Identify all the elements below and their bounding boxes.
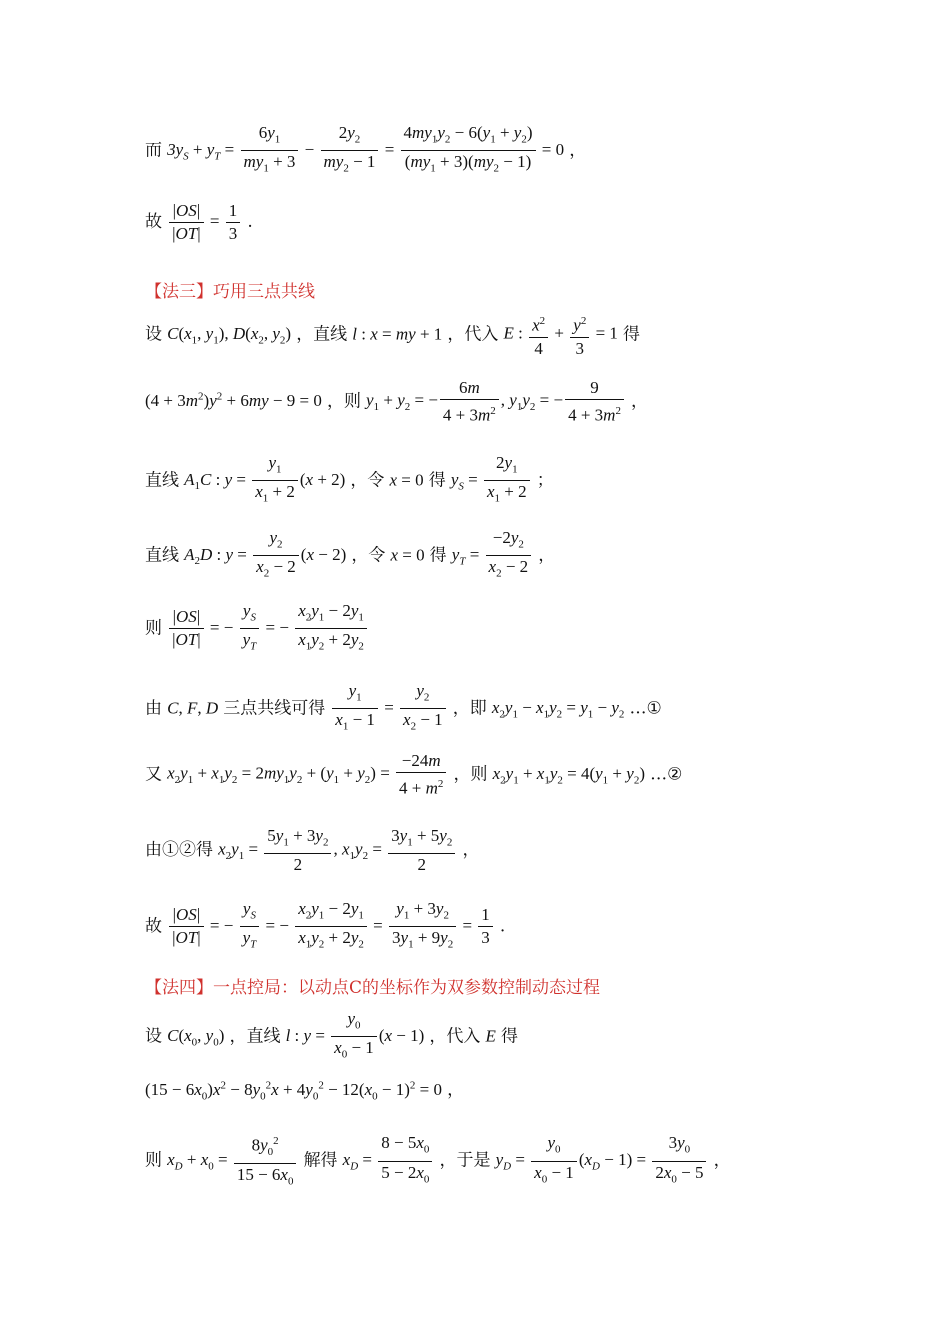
line-8-tail: …①: [629, 698, 662, 719]
heading-method-4: [145, 973, 890, 998]
line-3: [145, 310, 890, 360]
line-4-math-2: $y_1 + y_2$ = − $\frac{6m}{4 + 3m^2}$ , $y_1y_2$ = − $\frac{9}{4 + 3m^2}$: [366, 377, 626, 427]
line-2-tail: .: [247, 212, 253, 232]
line-12-lead: 设: [145, 1026, 162, 1047]
line-14: [145, 1130, 890, 1192]
line-8-lead: 由: [145, 698, 162, 719]
line-2: [145, 200, 890, 245]
line-9-mid-1: ，则: [453, 764, 488, 785]
line-8-math-2: $\frac{y_1}{x_1 - 1}$ = $\frac{y_2}{x_2 - 1}$: [330, 680, 447, 738]
line-3-math-2: l : x = my + 1: [352, 324, 443, 344]
line-13-math: $(15 - 6x_0)x^2 - 8y_0^2x + 4y_0^2 - 12(x_0 - 1)^2 = 0$: [145, 1079, 442, 1103]
line-10-math: $x_2y_1$ = $\frac{5y_1 + 3y_2}{2}$ , $x_1y_2$ = $\frac{3y_1 + 5y_2}{2}$: [218, 825, 457, 876]
line-5-math-3: $y_S$ = $\frac{2y_1}{x_1 + 2}$: [451, 452, 532, 510]
line-14-math-3: $y_D$ = $\frac{y_0}{x_0 - 1}$ $(x_D - 1)$ = $\frac{3y_0}{2x_0 - 5}$: [496, 1132, 709, 1190]
line-11-tail: .: [499, 916, 506, 937]
line-1-math: $3y_S + y_T$ = $\frac{6y_1}{my_1 + 3}$ − $\frac{2y_2}{my_2 - 1}$ = $\frac{4my_1y_2 - 6(y_1 + y_2)}{(my_1 + 3)(my_2 - 1)}$ = 0: [167, 123, 565, 175]
line-10-lead: 由①②得: [145, 840, 213, 861]
line-14-lead: 则: [145, 1150, 162, 1171]
line-14-math-1: $x_D + x_0$ = $\frac{8y_0^2}{15 - 6x_0}$: [167, 1130, 298, 1192]
line-5-tail: ；: [536, 470, 554, 491]
line-14-mid-2: ，于是: [439, 1150, 491, 1171]
line-11-math: $\frac{|OS|}{|OT|}$ = − $\frac{y_S}{y_T}$ = − $\frac{x_2y_1 - 2y_1}{x_1y_2 + 2y_2}$ = $\frac{y_1 + 3y_2}{3y_1 + 9y_2}$ = $\frac{1}{3}$: [167, 898, 495, 956]
line-12-math-3: E: [485, 1026, 496, 1046]
line-14-math-2: $x_D$ = $\frac{8 - 5x_0}{5 - 2x_0}$: [343, 1132, 435, 1190]
line-12-mid-1: ，直线: [229, 1026, 281, 1047]
line-11-lead: 故: [145, 916, 162, 937]
line-6-math-2: x = 0: [390, 545, 425, 565]
line-13: [145, 1075, 890, 1102]
line-6: [145, 527, 890, 585]
line-9-math-1: $x_2y_1 + x_1y_2 = 2my_1y_2 + (y_1 + y_2)$ = $\frac{-24m}{4 + m^2}$: [167, 750, 448, 800]
heading-method-3-text: 【法三】巧用三点共线: [145, 282, 315, 302]
line-12-mid-2: ，代入: [429, 1026, 481, 1047]
line-9: [145, 750, 890, 800]
line-3-lead: 设: [145, 324, 162, 345]
line-10: [145, 825, 890, 876]
line-3-mid-2: ，代入: [447, 324, 499, 345]
line-11: [145, 898, 890, 956]
line-12-math-1: $C(x_0$, $y_0$): [167, 1026, 225, 1049]
line-3-math-3: E : $\frac{x^2}{4}$ + $\frac{y^2}{3}$ = 1: [504, 310, 618, 360]
line-4: [145, 377, 890, 427]
line-13-tail: ，: [447, 1080, 465, 1100]
line-6-lead: 直线: [145, 545, 179, 566]
line-7-math: $\frac{|OS|}{|OT|}$ = − $\frac{y_S}{y_T}$ = − $\frac{x_2y_1 - 2y_1}{x_1y_2 + 2y_2}$: [167, 600, 369, 658]
line-8-mid-1: 三点共线可得: [223, 698, 326, 719]
line-3-math-1: $C(x_1$, $y_1$), $D(x_2$, $y_2$): [167, 324, 292, 347]
line-6-tail: ，: [538, 545, 556, 566]
line-8-math-1: C, F, D: [167, 698, 219, 718]
line-1-tail: ，: [569, 140, 587, 161]
line-14-tail: ，: [713, 1150, 731, 1171]
line-5-mid-2: 得: [428, 470, 446, 491]
line-6-mid-1: ，令: [351, 545, 386, 566]
line-4-mid-1: ，则: [326, 391, 361, 412]
line-9-math-2: $x_2y_1 + x_1y_2 = 4(y_1 + y_2)$: [492, 764, 645, 787]
line-5-mid-1: ，令: [350, 470, 385, 491]
line-2-math: $\frac{|OS|}{|OT|}$ = $\frac{1}{3}$: [167, 200, 242, 245]
line-2-lead: 故: [145, 212, 162, 232]
line-5: [145, 452, 890, 510]
line-6-mid-2: 得: [429, 545, 447, 566]
line-7-lead: 则: [145, 618, 162, 639]
line-6-math-3: $y_T$ = $\frac{-2y_2}{x_2 - 2}$: [452, 527, 533, 585]
line-12-math-2: l : y = $\frac{y_0}{x_0 - 1}$ (x − 1): [285, 1009, 425, 1061]
line-14-mid-1: 解得: [303, 1150, 338, 1171]
line-7: [145, 600, 890, 658]
line-12-tail: 得: [500, 1026, 518, 1047]
line-5-lead: 直线: [145, 470, 179, 491]
line-8-mid-2: ，即: [452, 698, 487, 719]
line-9-lead: 又: [145, 764, 162, 785]
line-6-math-1: $A_2D$ : y = $\frac{y_2}{x_2 - 2}$ (x − 2): [184, 528, 347, 580]
heading-method-4-text: 【法四】一点控局：以动点C的坐标作为双参数控制动态过程: [145, 978, 601, 998]
line-5-math-1: $A_1C$ : y = $\frac{y_1}{x_1 + 2}$ (x + 2): [184, 453, 346, 505]
line-12: [145, 1008, 890, 1066]
line-4-math-1: $(4 + 3m^2)y^2 + 6my - 9 = 0$: [145, 390, 322, 411]
line-1: [145, 122, 890, 180]
heading-method-3: [145, 277, 890, 302]
line-3-mid-1: ，直线: [296, 324, 348, 345]
line-5-math-2: x = 0: [389, 470, 424, 490]
line-4-tail: ，: [631, 391, 649, 412]
line-9-tail: …②: [650, 764, 683, 785]
line-8-math-3: $x_2y_1 - x_1y_2 = y_1 - y_2$: [491, 698, 625, 721]
line-8: [145, 680, 890, 738]
line-1-lead: 而: [145, 140, 162, 161]
line-3-tail: 得: [623, 324, 640, 345]
line-10-tail: ，: [462, 840, 480, 861]
